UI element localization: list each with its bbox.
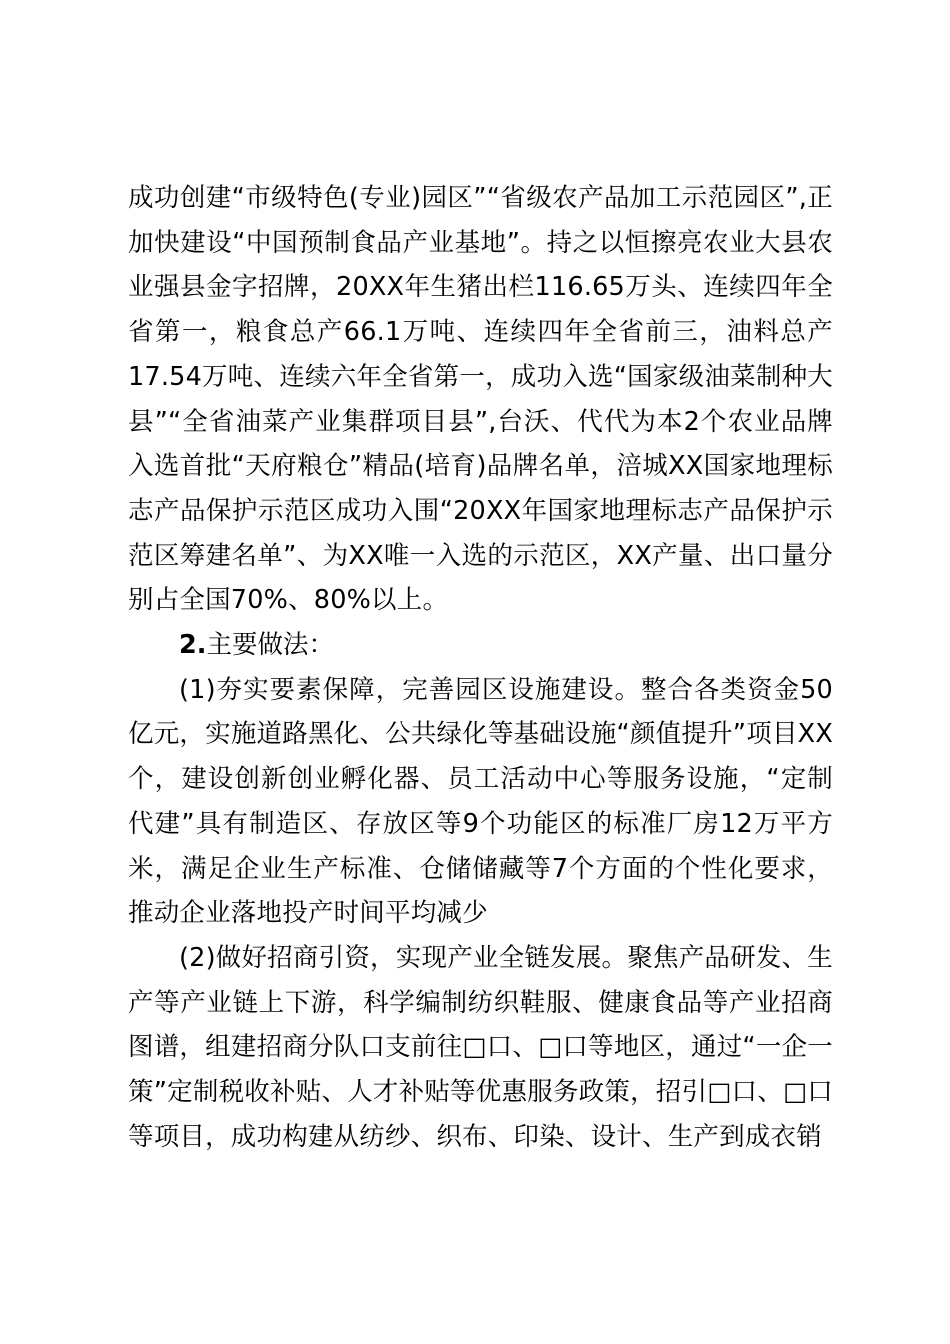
paragraph-measure-1: (1)夯实要素保障，完善园区设施建设。整合各类资金50亿元，实施道路黑化、公共绿化等基础设施“颜值提升”项目XX个，建设创新创业孵化器、员工活动中心等服务设施，“定制代建”具有制造区、存放区等9个功能区的标准厂房12万平方米，满足企业生产标准、仓储储藏等7个方面的个性化要求，推动企业落地投产时间平均减少	[128, 674, 833, 929]
paragraph-measure-2: (2)做好招商引资，实现产业全链发展。聚焦产品研发、生产等产业链上下游，科学编制纺织鞋服、健康食品等产业招商图谱，组建招商分队口支前往□口、□口等地区，通过“一企一策”定制税收补贴、人才补贴等优惠服务政策，招引□口、□口等项目，成功构建从纺纱、织布、印染、设计、生产到成衣销	[128, 942, 833, 1152]
heading-text: 主要做法：	[206, 630, 334, 661]
document-body	[128, 176, 833, 1159]
heading-number: 2.	[179, 630, 207, 661]
section-heading	[128, 623, 833, 668]
paragraph-achievements: 成功创建“市级特色(专业)园区”“省级农产品加工示范园区”,正加快建设“中国预制食品产业基地”。持之以恒擦亮农业大县农业强县金字招牌，20XX年生猪出栏116.65万头、连续四年全省第一，粮食总产66.1万吨、连续四年全省前三，油料总产17.54万吨、连续六年全省第一，成功入选“国家级油菜制种大县”“全省油菜产业集群项目县”,台沃、代代为本2个农业品牌入选首批“天府粮仓”精品(培育)品牌名单，涪城XX国家地理标志产品保护示范区成功入围“20XX年国家地理标志产品保护示范区筹建名单”、为XX唯一入选的示范区，XX产量、出口量分别占全国70%、80%以上。	[128, 183, 833, 616]
